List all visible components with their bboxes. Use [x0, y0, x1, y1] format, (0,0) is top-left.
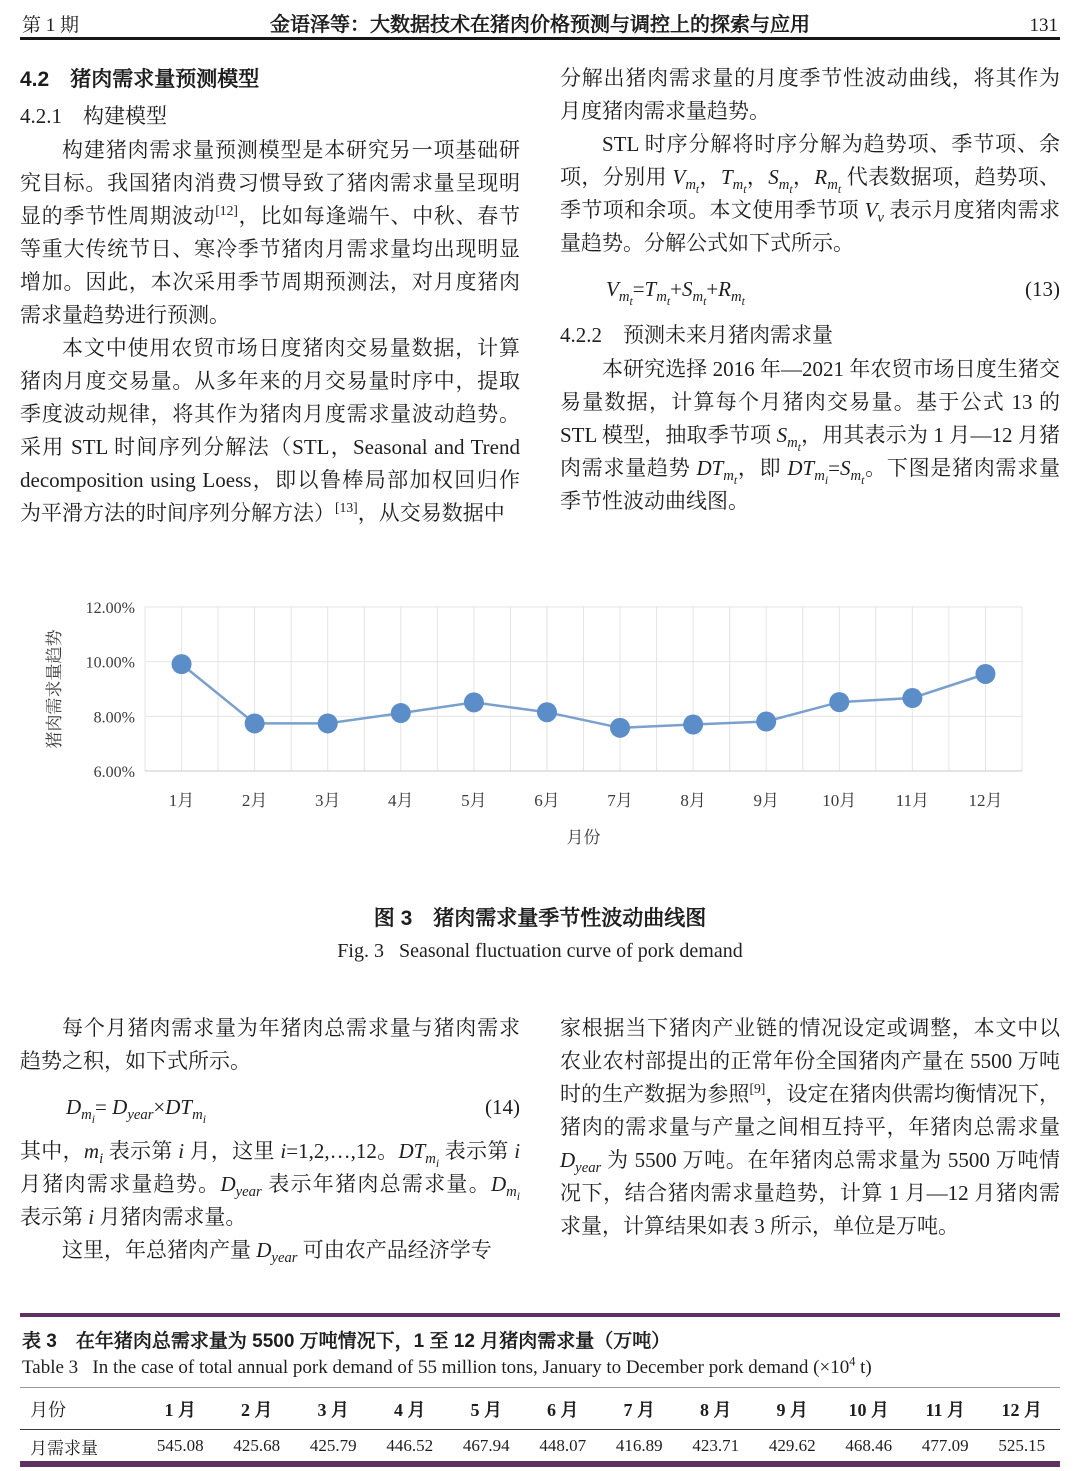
formula-13 [560, 273, 1060, 309]
paragraph-stl-terms: STL 时序分解将时序分解为趋势项、季节项、余项，分别用 $V_{m_t}$，$T_{m_t}$，$S_{m_t}$，$R_{m_t}$ 代表数据项，趋势项、季节项和余项。本文使用季节项 $V_v$ 表示月度猪肉需求量趋势。分解公式如下式所示。 [560, 132, 1061, 255]
table-header-cell: 10 月 [848, 1399, 889, 1420]
paragraph-decompose-continuation: 分解出猪肉需求量的月度季节性波动曲线，将其作为月度猪肉需求量趋势。 [560, 66, 1060, 123]
svg-text:6.00%: 6.00% [93, 764, 135, 781]
table-header-cell: 9 月 [776, 1399, 808, 1420]
svg-text:猪肉需求量趋势: 猪肉需求量趋势 [45, 629, 64, 749]
header-rule [20, 37, 1060, 40]
table-bottom-rule [20, 1461, 1060, 1467]
figure-3-line-chart [20, 578, 1060, 868]
table-cell: 468.46 [845, 1436, 893, 1455]
paragraph-predict: 本研究选择 2016 年—2021 年农贸市场日度生猪交易量数据，计算每个月猪肉交易量。基于公式 13 的 STL 模型，抽取季节项 $S_{m_t}$，用其表示为 1 月—12 月猪肉需求量趋势 $DT_{m_t}$，即 $DT_{m_i}=S_{m_t}$。下图是猪肉需求量季节性波动曲线图。 [560, 357, 1061, 513]
table-3 [20, 1387, 1060, 1462]
paragraph-stl-intro: 本文中使用农贸市场日度猪肉交易量数据，计算猪肉月度交易量。从多年来的月交易量时序中，提取季度波动规律，将其作为猪肉月度需求量波动趋势。采用 STL 时间序列分解法（STL，Seasonal and Trend decomposition using Loess，即以鲁棒局部加权回归作为平滑方法的时间序列分解方法）[13]，从交易数据中 [20, 336, 520, 525]
svg-text:3月: 3月 [314, 791, 341, 810]
table-cell: 448.07 [539, 1436, 587, 1455]
section-heading-4-2: 4.2 猪肉需求量预测模型 [20, 68, 260, 91]
svg-text:11月: 11月 [895, 791, 930, 810]
table-header-cell: 6 月 [547, 1399, 579, 1420]
table-cell: 423.71 [692, 1436, 740, 1455]
journal-issue: 第 1 期 [22, 15, 80, 36]
svg-text:1月: 1月 [168, 791, 195, 810]
table-cell: 545.08 [156, 1436, 204, 1455]
svg-text:9月: 9月 [753, 791, 779, 810]
table-cell: 477.09 [921, 1436, 969, 1455]
right-column-top [560, 62, 1060, 518]
svg-text:月份: 月份 [566, 828, 601, 847]
svg-text:8.00%: 8.00% [93, 709, 135, 727]
formula-13-number: (13) [1025, 277, 1060, 301]
table-data-row [20, 1430, 1060, 1462]
svg-text:2月: 2月 [241, 791, 268, 810]
table-row-label: 月需求量 [30, 1438, 98, 1458]
svg-text:10.00%: 10.00% [85, 654, 135, 672]
svg-text:6月: 6月 [534, 791, 560, 810]
svg-text:12.00%: 12.00% [85, 600, 135, 617]
svg-text:7月: 7月 [607, 791, 633, 810]
figure-caption-en: Fig. 3 Seasonal fluctuation curve of pork demand [337, 940, 743, 962]
table-header-cell: 1 月 [164, 1399, 196, 1420]
page-number: 131 [1029, 15, 1058, 36]
seasonal-fluctuation-chart [20, 578, 1060, 868]
formula-14-expression: $D_{m_i}= D_{year}\times DT_{m_i}$ [66, 1095, 206, 1127]
left-column-top [20, 62, 520, 530]
table-caption-en: Table 3 In the case of total annual pork demand of 55 million tons, January to December pork demand ($\times 10^4$ t) [22, 1354, 872, 1378]
svg-text:12月: 12月 [968, 791, 1003, 810]
paragraph-here: 这里，年总猪肉产量 $D_{year}$ 可由农产品经济学专 [62, 1238, 492, 1267]
formula-14-number: (14) [485, 1095, 520, 1119]
table-cell: 425.68 [233, 1436, 281, 1455]
formula-14 [20, 1091, 520, 1127]
paragraph-build-model: 构建猪肉需求量预测模型是本研究另一项基础研究目标。我国猪肉消费习惯导致了猪肉需求量呈现明显的季节性周期波动[12]，比如每逢端午、中秋、春节等重大传统节日、寒冷季节猪肉月需求量均出现明显增加。因此，本次采用季节周期预测法，对月度猪肉需求量趋势进行预测。 [20, 138, 521, 327]
table-header-cell: 2 月 [241, 1399, 273, 1420]
table-header-cell: 8 月 [700, 1399, 732, 1420]
paragraph-expert-continuation: 家根据当下猪肉产业链的情况设定或调整，本文中以农业农村部提出的正常年份全国猪肉产量在 5500 万吨时的生产数据为参照[9]，设定在猪肉供需均衡情况下，猪肉的需求量与产量之间相互持平，年猪肉总需求量 $D_{year}$ 为 5500 万吨。在年猪肉总需求量为 5500 万吨情况下，结合猪肉需求量趋势，计算 1 月—12 月猪肉需求量，计算结果如表 3 所示，单位是万吨。 [560, 1016, 1061, 1238]
table-cell: 416.89 [615, 1436, 663, 1455]
table-cell: 429.62 [768, 1436, 816, 1455]
table-header-cell: 4 月 [394, 1399, 426, 1420]
svg-text:4月: 4月 [388, 791, 414, 810]
table-header-cell: 11 月 [925, 1399, 965, 1420]
table-cell: 467.94 [462, 1436, 510, 1455]
table-header-cell: 7 月 [623, 1399, 655, 1420]
section-heading-4-2-1: 4.2.1 构建模型 [20, 104, 167, 128]
table-header-cell: 12 月 [1001, 1399, 1042, 1420]
svg-text:8月: 8月 [680, 791, 706, 810]
page-header [22, 8, 1058, 37]
table-caption-zh: 表 3 在年猪肉总需求量为 5500 万吨情况下，1 至 12 月猪肉需求量（万吨） [22, 1331, 671, 1352]
running-title: 金语泽等：大数据技术在猪肉价格预测与调控上的探索与应用 [270, 14, 810, 36]
paragraph-where: 其中，$m_i$ 表示第 i 月，这里 i=1,2,…,12。$DT_{m_i}$ 表示第 i 月猪肉需求量趋势。$D_{year}$ 表示年猪肉总需求量。$D_{m_i}$ 表示第 i 月猪肉需求量。 [20, 1139, 521, 1229]
figure-caption-zh: 图 3 猪肉需求量季节性波动曲线图 [373, 907, 707, 930]
formula-13-expression: $V_{m_t}=T_{m_t}+S_{m_t}+R_{m_t}$ [606, 277, 745, 309]
left-column-bottom [20, 1012, 520, 1267]
table-cell: 446.52 [386, 1436, 434, 1455]
right-column-bottom [560, 1012, 1060, 1243]
table-header-row [20, 1388, 1060, 1430]
table-cell: 525.15 [998, 1436, 1046, 1455]
section-heading-4-2-2: 4.2.2 预测未来月猪肉需求量 [560, 323, 833, 347]
svg-text:5月: 5月 [461, 791, 487, 810]
table-header-cell: 3 月 [317, 1399, 349, 1420]
table-top-rule [20, 1313, 1060, 1317]
table-header-cell: 5 月 [470, 1399, 502, 1420]
paragraph-monthly-demand: 每个月猪肉需求量为年猪肉总需求量与猪肉需求趋势之积，如下式所示。 [20, 1016, 520, 1073]
table-header-label: 月份 [30, 1399, 66, 1420]
svg-text:10月: 10月 [822, 791, 857, 810]
table-cell: 425.79 [309, 1436, 357, 1455]
